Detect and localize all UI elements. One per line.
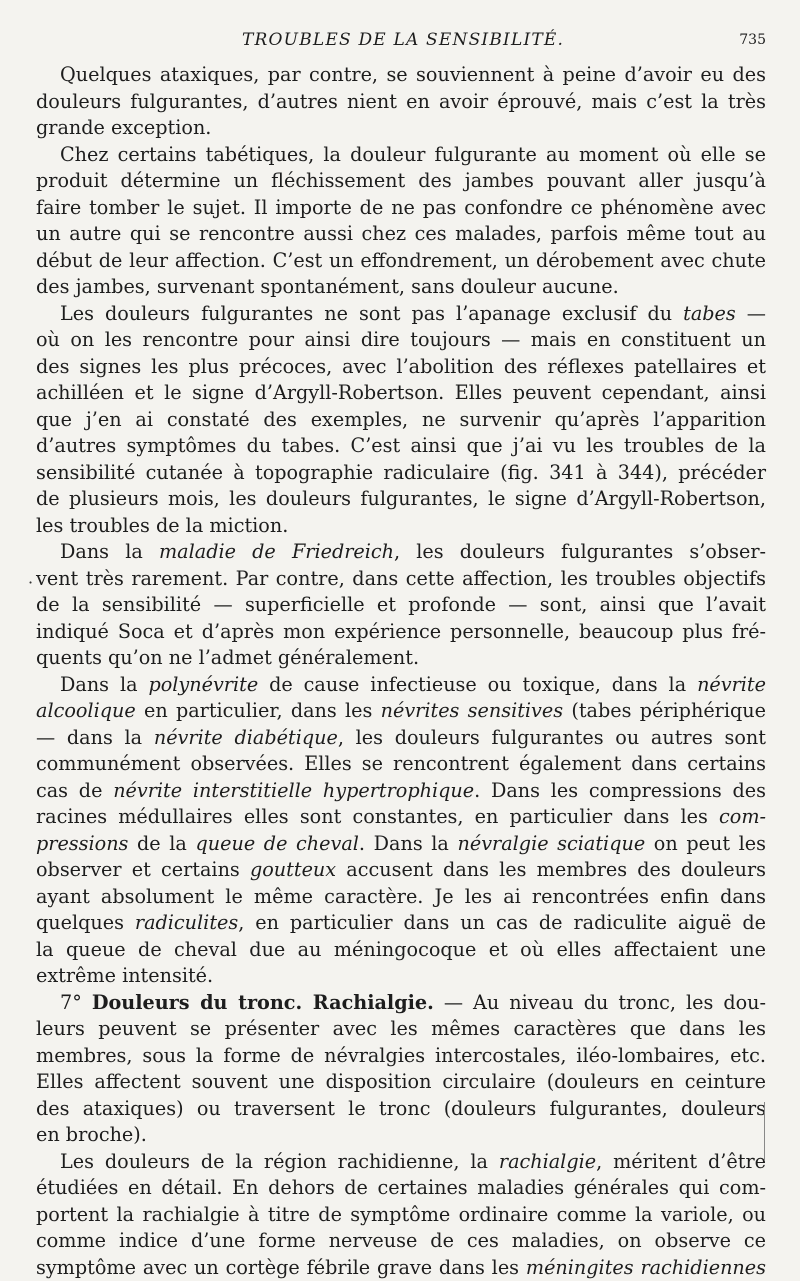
text-line: un autre qui se rencontre aussi chez ces malades, parfois même tout au: [36, 221, 766, 248]
text-run: cas de: [36, 779, 113, 802]
italic-term: tabes: [683, 302, 736, 325]
text-line: faire tomber le sujet. Il importe de ne pas confondre ce phénomène avec: [36, 195, 766, 222]
text-run: quelques: [36, 911, 135, 934]
text-line: quents qu’on ne l’admet généralement.: [36, 645, 766, 672]
text-run: (tabes périphérique: [563, 699, 766, 722]
text-run: — dans la: [36, 726, 154, 749]
bold-heading: Douleurs du tronc. Rachialgie.: [92, 991, 434, 1014]
text-line: comme indice d’une forme nerveuse de ces maladies, on observe ce: [36, 1228, 766, 1255]
text-run: on peut les: [645, 832, 766, 855]
text-run: Les douleurs fulgurantes ne sont pas l’apanage exclusif du: [60, 302, 683, 325]
text-line: extrême intensité.: [36, 963, 766, 990]
text-run: — Au niveau du tronc, les dou-: [434, 991, 766, 1014]
text-line: [36, 539, 766, 566]
italic-term: névrite: [697, 673, 766, 696]
text-run: racines médullaires elles sont constantes, en particulier dans les: [36, 805, 719, 828]
text-line: de la sensibilité — superficielle et profonde — sont, ainsi que l’avait: [36, 592, 766, 619]
text-run: Dans la: [60, 540, 159, 563]
italic-term: com-: [719, 805, 766, 828]
italic-term: queue de cheval: [195, 832, 358, 855]
text-run: , en particulier dans un cas de radiculite aiguë de: [238, 911, 766, 934]
text-line: début de leur affection. C’est un effondrement, un dérobement avec chute: [36, 248, 766, 275]
text-line: [36, 831, 766, 858]
text-line: vent très rarement. Par contre, dans cette affection, les troubles objectifs: [36, 566, 766, 593]
text-line: indiqué Soca et d’après mon expérience personnelle, beaucoup plus fré-: [36, 619, 766, 646]
text-run: , méritent d’être: [596, 1150, 766, 1173]
text-line: [36, 672, 766, 699]
text-line: étudiées en détail. En dehors de certaines maladies générales qui com-: [36, 1175, 766, 1202]
text-line: en broche).: [36, 1122, 766, 1149]
text-line: que j’en ai constaté des exemples, ne survenir qu’après l’apparition: [36, 407, 766, 434]
text-line: [36, 698, 766, 725]
text-line: sensibilité cutanée à topographie radiculaire (fig. 341 à 344), précéder: [36, 460, 766, 487]
text-line: [36, 910, 766, 937]
text-line: [36, 990, 766, 1017]
text-line: [36, 804, 766, 831]
text-run: 7°: [60, 991, 92, 1014]
text-line: [36, 857, 766, 884]
text-run: symptôme avec un cortège fébrile grave dans les: [36, 1256, 526, 1279]
text-run: —: [736, 302, 766, 325]
text-line: [36, 725, 766, 752]
page-number: 735: [739, 32, 766, 48]
text-line: portent la rachialgie à titre de symptôme ordinaire comme la variole, ou: [36, 1202, 766, 1229]
italic-term: névrite interstitielle hypertrophique: [113, 779, 474, 802]
text-line: membres, sous la forme de névralgies intercostales, iléo-lombaires, etc.: [36, 1043, 766, 1070]
text-line: ayant absolument le même caractère. Je les ai rencontrées enfin dans: [36, 884, 766, 911]
text-line: des ataxiques) ou traversent le tronc (douleurs fulgurantes, douleurs: [36, 1096, 766, 1123]
text-line: douleurs fulgurantes, d’autres nient en avoir éprouvé, mais c’est la très: [36, 89, 766, 116]
text-run: de la: [128, 832, 195, 855]
italic-term: radiculites: [135, 911, 238, 934]
text-line: Chez certains tabétiques, la douleur fulgurante au moment où elle se: [36, 142, 766, 169]
text-line: Quelques ataxiques, par contre, se souviennent à peine d’avoir eu des: [36, 62, 766, 89]
italic-term: névrites sensitives: [381, 699, 563, 722]
text-line: Elles affectent souvent une disposition circulaire (douleurs en ceinture: [36, 1069, 766, 1096]
body-text: [36, 62, 766, 1281]
text-line: communément observées. Elles se rencontrent également dans certains: [36, 751, 766, 778]
text-run: en particulier, dans les: [136, 699, 381, 722]
italic-term: névralgie sciatique: [457, 832, 645, 855]
running-head: [0, 24, 800, 52]
italic-term: alcoolique: [36, 699, 136, 722]
text-run: , les douleurs fulgurantes ou autres sont: [338, 726, 766, 749]
italic-term: maladie de Friedreich: [159, 540, 394, 563]
text-line: les troubles de la miction.: [36, 513, 766, 540]
text-run: observer et certains: [36, 858, 250, 881]
text-run: accusent dans les membres des douleurs: [336, 858, 766, 881]
margin-mark: ·: [28, 573, 33, 592]
italic-term: pressions: [36, 832, 128, 855]
text-run: Dans la: [60, 673, 148, 696]
text-run: . Dans la: [359, 832, 458, 855]
running-title: TROUBLES DE LA SENSIBILITÉ.: [242, 30, 564, 50]
text-line: des signes les plus précoces, avec l’abolition des réflexes patellaires et: [36, 354, 766, 381]
text-line: achilléen et le signe d’Argyll-Robertson. Elles peuvent cependant, ainsi: [36, 380, 766, 407]
text-run: , les douleurs fulgurantes s’obser-: [394, 540, 766, 563]
text-line: d’autres symptômes du tabes. C’est ainsi que j’ai vu les troubles de la: [36, 433, 766, 460]
text-run: . Dans les compressions des: [474, 779, 766, 802]
text-line: leurs peuvent se présenter avec les mêmes caractères que dans les: [36, 1016, 766, 1043]
italic-term: rachialgie: [499, 1150, 596, 1173]
italic-term: polynévrite: [148, 673, 258, 696]
text-line: [36, 778, 766, 805]
text-line: de plusieurs mois, les douleurs fulgurantes, le signe d’Argyll-Robertson,: [36, 486, 766, 513]
text-run: Les douleurs de la région rachidienne, la: [60, 1150, 499, 1173]
italic-term: méningites rachidiennes: [526, 1256, 766, 1279]
page-edge-mark: [764, 1102, 768, 1160]
italic-term: goutteux: [250, 858, 336, 881]
text-line: produit détermine un fléchissement des jambes pouvant aller jusqu’à: [36, 168, 766, 195]
text-line: grande exception.: [36, 115, 766, 142]
text-run: de cause infectieuse ou toxique, dans la: [258, 673, 697, 696]
text-line: [36, 1149, 766, 1176]
text-line: des jambes, survenant spontanément, sans douleur aucune.: [36, 274, 766, 301]
text-line: [36, 301, 766, 328]
text-line: [36, 1255, 766, 1281]
italic-term: névrite diabétique: [154, 726, 338, 749]
text-line: la queue de cheval due au méningocoque et où elles affectaient une: [36, 937, 766, 964]
text-line: où on les rencontre pour ainsi dire toujours — mais en constituent un: [36, 327, 766, 354]
